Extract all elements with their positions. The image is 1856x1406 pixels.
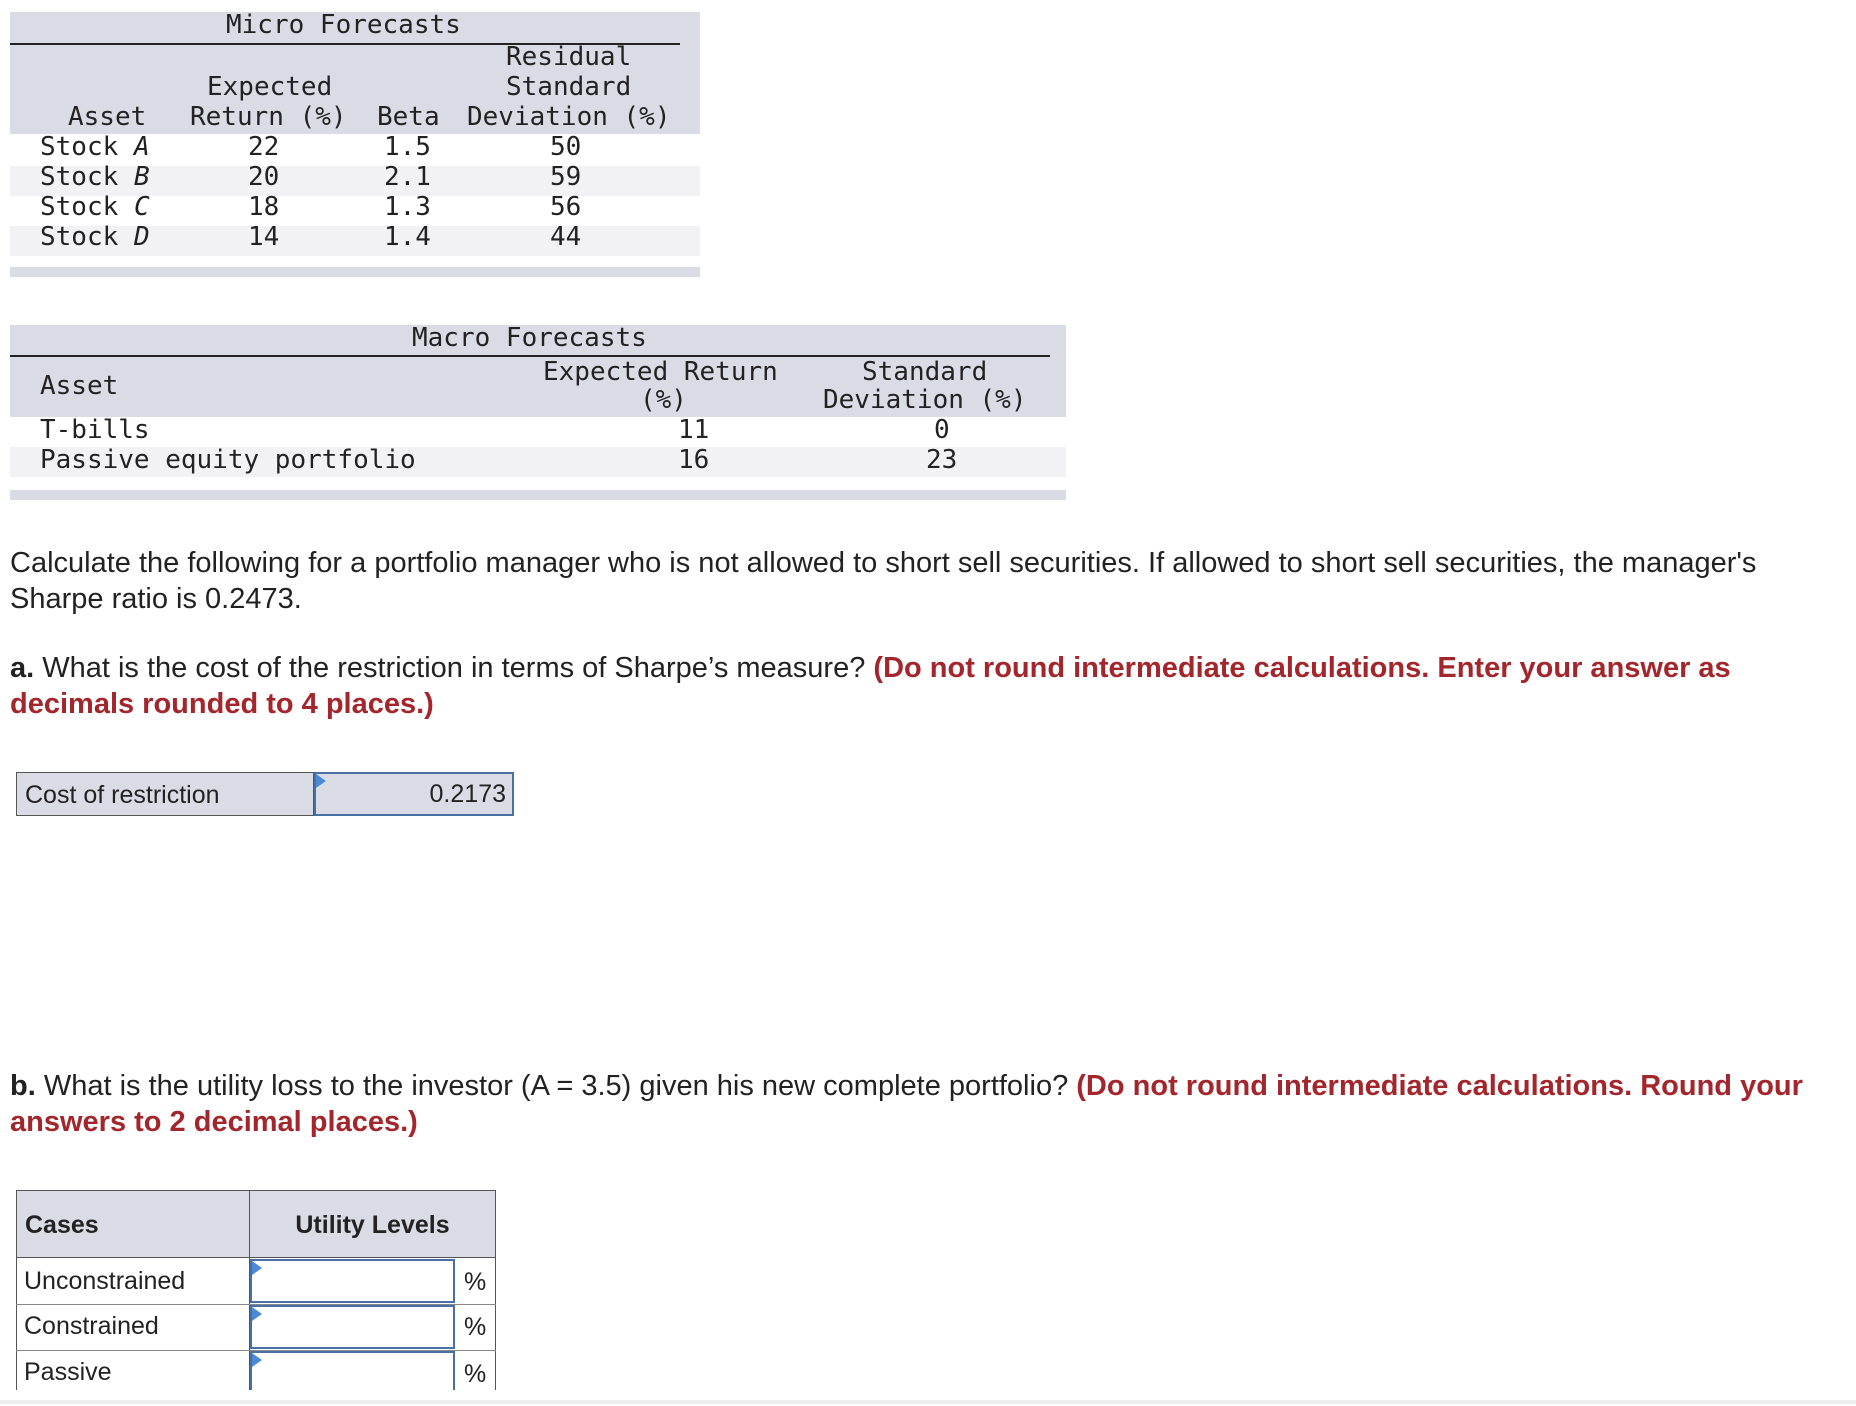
cell-sd: 0 [934,415,950,445]
table-row: Passive equity portfolio [40,445,416,475]
case-label-constrained: Constrained [24,1312,159,1340]
question-a-text: What is the cost of the restriction in terms of Sharpe’s measure? [34,652,874,684]
cell-expected: 18 [248,192,280,222]
question-b-text: What is the utility loss to the investor (A = 3.5) given his new complete portfolio? [35,1070,1077,1102]
header-residual-3: Deviation (%) [467,102,671,132]
cell-expected: 11 [678,415,710,445]
cell-beta: 1.5 [384,132,431,162]
question-a [10,650,1840,722]
answer-flag-icon [316,774,326,788]
utility-input-passive[interactable] [250,1351,455,1390]
cell-residual: 56 [550,192,582,222]
col-header-utility: Utility Levels [249,1190,496,1258]
cell-beta: 1.3 [384,192,431,222]
table-row: Stock D [40,222,150,252]
header-residual-1: Residual [506,42,632,72]
cost-of-restriction-label: Cost of restriction [16,772,314,816]
macro-title: Macro Forecasts [412,323,647,353]
percent-unit: % [464,1360,487,1388]
intro-text: Calculate the following for a portfolio manager who is not allowed to short sell securities. If allowed to short sell securities, the manager's Sharpe ratio is 0.2473. [10,547,1757,615]
header-expected-1: Expected [207,72,333,102]
header-asset: Asset [68,102,147,132]
question-a-label: a. [10,652,35,684]
table-row: Stock B [40,162,150,192]
percent-unit: % [464,1313,487,1341]
header-expected-1: Expected Return [543,357,778,387]
header-beta: Beta [377,102,440,132]
cell-beta: 2.1 [384,162,431,192]
table-row: Stock A [40,132,150,162]
utility-input-unconstrained[interactable] [250,1259,455,1303]
cell-residual: 59 [550,162,582,192]
cell-expected: 14 [248,222,280,252]
answer-flag-icon [252,1261,262,1275]
cell-residual: 50 [550,132,582,162]
question-b-label: b. [10,1070,36,1102]
question-b-instruction: (Do not round intermediate calculations. Round your answers to 2 decimal places.) [10,1070,1803,1138]
percent-unit: % [464,1268,487,1296]
question-b [10,1068,1840,1140]
cell-expected: 16 [678,445,710,475]
utility-table [16,1190,496,1390]
header-sd-2: Deviation (%) [823,385,1027,415]
cost-of-restriction-input[interactable]: 0.2173 [314,772,514,816]
micro-bottom-bar [10,267,700,277]
header-expected-2: (%) [640,385,687,415]
micro-title: Micro Forecasts [226,10,461,40]
header-sd-1: Standard [862,357,988,387]
header-expected-2: Return (%) [190,102,347,132]
case-label-passive: Passive [24,1358,112,1386]
case-label-unconstrained: Unconstrained [24,1267,186,1295]
macro-forecasts-table [10,325,1066,500]
cell-expected: 20 [248,162,280,192]
cell-expected: 22 [248,132,280,162]
col-header-cases: Cases [16,1190,250,1258]
table-row: T-bills [40,415,150,445]
table-border [16,1258,17,1390]
micro-forecasts-table [10,12,700,277]
answer-flag-icon [252,1353,262,1367]
macro-bottom-bar [10,490,1066,500]
table-border [495,1258,496,1390]
cell-sd: 23 [926,445,958,475]
question-a-instruction: (Do not round intermediate calculations. Enter your answer as decimals rounded to 4 places.) [10,652,1731,720]
utility-input-constrained[interactable] [250,1305,455,1349]
cell-beta: 1.4 [384,222,431,252]
answer-flag-icon [252,1307,262,1321]
table-row: Stock C [40,192,150,222]
header-asset: Asset [40,371,119,401]
cell-residual: 44 [550,222,582,252]
header-residual-2: Standard [506,72,632,102]
bottom-divider [0,1400,1856,1404]
